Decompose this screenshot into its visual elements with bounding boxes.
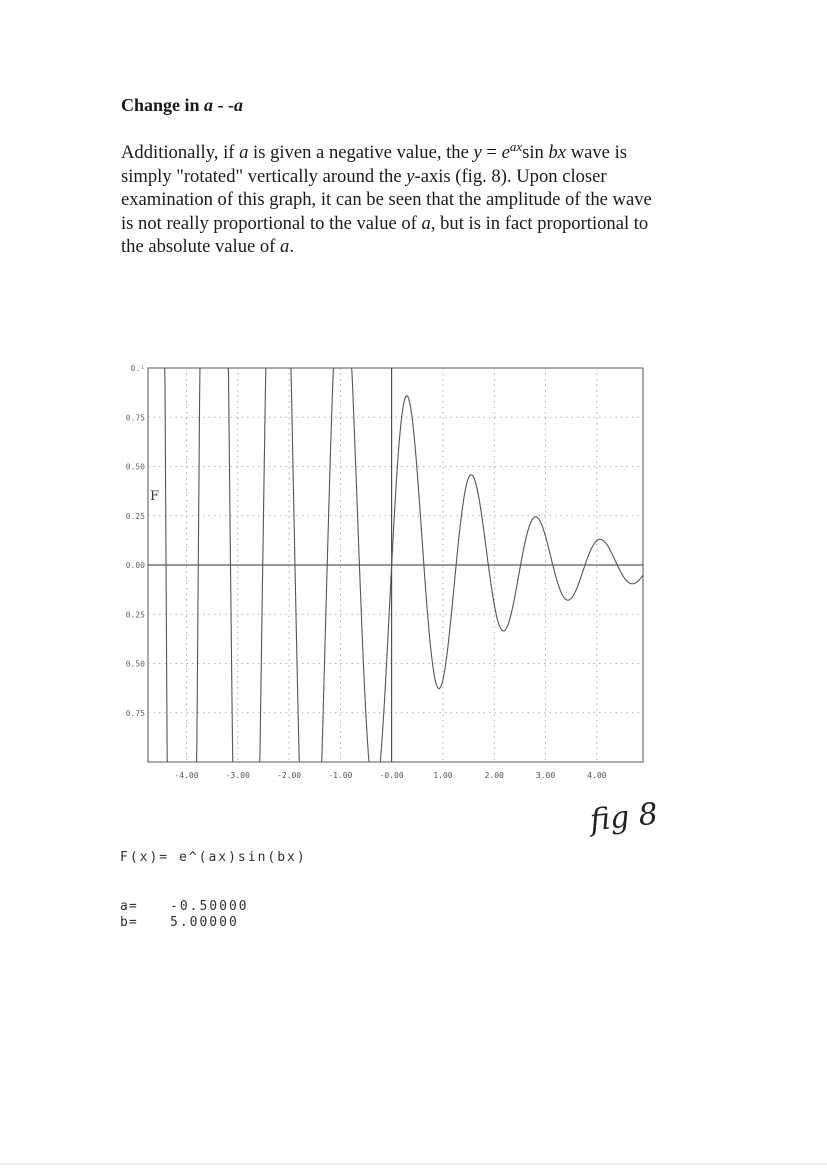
handwritten-figure-label: fig 8 <box>588 796 660 839</box>
param-a-value: -0.50000 <box>170 899 249 914</box>
text-run: -axis (fig. 8). Upon closer <box>414 165 607 187</box>
function-plot <box>110 355 670 795</box>
text-run: . <box>289 236 294 257</box>
y-tick-label: 0.50 <box>125 462 145 472</box>
math-exponent: ax <box>509 138 523 154</box>
paragraph-line-1 <box>121 138 696 165</box>
y-tick-label: 0.75 <box>125 413 145 423</box>
param-b-value: 5.00000 <box>170 915 239 930</box>
param-a-label: a= <box>120 899 138 914</box>
function-formula: F(x)= e^(ax)sin(bx) <box>120 850 307 865</box>
paragraph-line-3: examination of this graph, it can be seen that the amplitude of the wave <box>121 189 652 210</box>
text-run: is given a negative value, the <box>248 142 474 163</box>
math-var: a <box>421 212 431 234</box>
text-run: , but is in fact proportional to <box>430 212 649 234</box>
y-tick-label: 0.25 <box>125 511 145 521</box>
series-label: F <box>150 488 160 504</box>
x-tick-label: -2.00 <box>277 771 302 780</box>
math-var: a <box>280 236 290 257</box>
section-heading <box>121 95 243 116</box>
text-run: is not really proportional to the value of <box>121 212 422 234</box>
text-run: sin <box>522 142 549 163</box>
x-tick-label: 2.00 <box>484 771 504 780</box>
y-tick-label: 0.75 <box>125 708 145 718</box>
param-a-row <box>120 899 249 914</box>
y-tick-label: 0.50 <box>125 659 145 669</box>
math-var: y <box>473 142 482 163</box>
x-tick-label: 1.00 <box>433 771 453 780</box>
x-tick-label: 4.00 <box>587 771 607 780</box>
paragraph-line-2 <box>121 165 696 189</box>
heading-var-neg-a: a <box>234 95 244 115</box>
x-tick-label: -0.00 <box>379 771 404 780</box>
text-run: = <box>481 142 502 163</box>
paragraph-line-5 <box>121 235 696 259</box>
text-run: simply "rotated" vertically around the <box>121 165 407 187</box>
body-paragraph <box>121 138 696 259</box>
heading-prefix: Change in <box>121 95 205 115</box>
x-tick-label: -4.00 <box>174 771 199 780</box>
param-b-row <box>120 915 239 930</box>
x-tick-label: -3.00 <box>225 771 250 780</box>
paragraph-line-4 <box>121 212 696 236</box>
math-var: e <box>501 142 510 163</box>
param-b-label: b= <box>120 915 138 930</box>
x-tick-label: -1.00 <box>328 771 353 780</box>
text-run: the absolute value of <box>121 236 281 257</box>
math-var: a <box>239 142 249 163</box>
heading-dashes: - - <box>213 95 235 115</box>
scan-edge <box>0 1163 827 1165</box>
y-tick-label: 0.¹ <box>130 364 145 373</box>
math-var: y <box>406 165 415 187</box>
text-run: wave is <box>566 142 627 163</box>
math-var: bx <box>548 142 567 163</box>
heading-var-a: a <box>204 95 214 115</box>
x-tick-label: 3.00 <box>535 771 556 780</box>
y-tick-label: 0.25 <box>125 610 145 620</box>
y-tick-label: 0.00 <box>125 561 145 570</box>
text-run: Additionally, if <box>121 142 240 163</box>
